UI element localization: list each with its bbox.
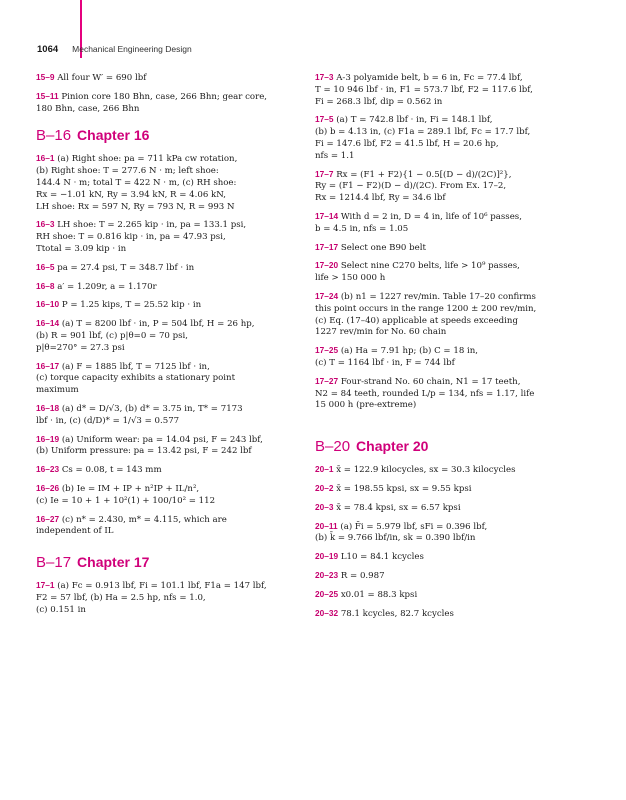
section-code: B–20 <box>315 438 351 456</box>
answer-label: 17–27 <box>315 375 339 386</box>
answer-label: 17–24 <box>315 290 339 301</box>
answer-item <box>36 318 306 354</box>
answer-label: 15–11 <box>36 90 59 101</box>
answer-text: With d = 2 in, D = 4 in, life of 10⁶ passes, b = 4.5 in, nfs = 1.05 <box>315 211 522 234</box>
page-header <box>37 44 192 55</box>
answer-label: 17–17 <box>315 241 339 252</box>
answer-text: Select one B90 belt <box>340 242 426 253</box>
answer-text: Pinion core 180 Bhn, case, 266 Bhn; gear core, 180 Bhn, case, 266 Bhn <box>36 91 268 114</box>
answer-label: 15–9 <box>36 72 55 82</box>
answer-item <box>36 464 306 477</box>
answer-label: 20–2 <box>315 482 334 493</box>
answer-label: 17–7 <box>315 168 334 179</box>
answer-item <box>36 91 306 116</box>
answer-text: Rx = (F1 + F2){1 − 0.5[(D − d)/(2C)]²}, Ry = (F1 − F2)(D − d)/(2C). From Ex. 17–2, Rx = 1214.4 lbf, Ry = 34.6 lbf <box>315 169 512 204</box>
answer-item <box>315 551 585 564</box>
answer-item <box>315 114 585 162</box>
answer-text: A-3 polyamide belt, b = 6 in, Fc = 77.4 lbf, T = 10 946 lbf · in, F1 = 573.7 lbf, F2 = 117.6 lbf, Fi = 268.3 lbf, dip = 0.562 in <box>315 73 533 107</box>
answer-item <box>36 403 306 428</box>
answer-text: x̄ = 198.55 kpsi, sx = 9.55 kpsi <box>336 483 472 494</box>
answer-item <box>315 260 585 285</box>
answer-text: P = 1.25 kips, T = 25.52 kip · in <box>61 300 202 311</box>
answer-item <box>315 211 585 236</box>
answer-label: 20–19 <box>315 551 339 562</box>
answer-text: (b) Ie = IM + IP + n²IP + IL/n², (c) Ie = 10 + 1 + 10²(1) + 100/10² = 112 <box>36 483 216 506</box>
answer-text: 78.1 kcycles, 82.7 kcycles <box>340 608 454 619</box>
answer-item <box>36 434 306 459</box>
answer-item <box>36 361 306 397</box>
answer-item <box>36 153 306 213</box>
answer-label: 16–17 <box>36 360 60 371</box>
answer-item <box>315 502 585 515</box>
answer-item <box>36 483 306 508</box>
answer-text: (a) Fc = 0.913 lbf, Fi = 101.1 lbf, F1a = 147 lbf, F2 = 57 lbf, (b) Ha = 2.5 hp, nfs = 1.0, (c) 0.151 in <box>36 581 267 615</box>
answer-item <box>36 580 306 616</box>
right-column <box>315 72 585 626</box>
answer-label: 20–25 <box>315 588 339 599</box>
answer-text: (a) T = 8200 lbf · in, P = 504 lbf, H = 26 hp, (b) R = 901 lbf, (c) p|θ=0 = 70 psi, p|θ=270° = 27.3 psi <box>36 319 255 353</box>
answer-label: 17–3 <box>315 72 334 82</box>
answer-label: 16–1 <box>36 153 55 164</box>
section-heading-chapter-20 <box>315 438 585 456</box>
answer-item <box>315 464 585 477</box>
answer-text: x̄ = 78.4 kpsi, sx = 6.57 kpsi <box>336 502 461 513</box>
answer-text: (a) T = 742.8 lbf · in, Fi = 148.1 lbf, (b) b = 4.13 in, (c) F1a = 289.1 lbf, Fc = 17.7 lbf, Fi = 147.6 lbf, F2 = 41.5 lbf, H = 20.6 hp, nfs = 1.1 <box>315 115 531 161</box>
book-title: Mechanical Engineering Design <box>72 44 192 54</box>
answer-text: LH shoe: T = 2.265 kip · in, pa = 133.1 psi, RH shoe: T = 0.816 kip · in, pa = 47.93 psi, Ttotal = 3.09 kip · in <box>36 220 247 254</box>
answer-text: pa = 27.4 psi, T = 348.7 lbf · in <box>57 262 195 273</box>
answer-label: 16–5 <box>36 261 55 272</box>
answer-text: (a) F = 1885 lbf, T = 7125 lbf · in, (c) torque capacity exhibits a stationary point maximum <box>36 361 236 396</box>
answer-item <box>315 608 585 621</box>
answer-text: Four-strand No. 60 chain, N1 = 17 teeth, N2 = 84 teeth, rounded L/p = 134, nfs = 1.17, life 15 000 h (pre-extreme) <box>315 376 535 411</box>
answer-label: 16–14 <box>36 318 60 329</box>
answer-label: 17–14 <box>315 210 339 221</box>
answer-item <box>36 514 306 539</box>
answer-label: 17–5 <box>315 114 334 125</box>
answer-text: Cs = 0.08, t = 143 mm <box>61 465 162 476</box>
answer-item <box>315 345 585 370</box>
answer-item <box>315 242 585 255</box>
answer-label: 16–10 <box>36 299 60 310</box>
answer-text: L10 = 84.1 kcycles <box>340 552 424 563</box>
section-title: Chapter 20 <box>356 438 429 455</box>
page-number: 1064 <box>37 44 59 55</box>
answer-item <box>315 589 585 602</box>
answer-text: (a) Ha = 7.91 hp; (b) C = 18 in, (c) T = 1164 lbf · in, F = 744 lbf <box>315 346 479 368</box>
answer-text: (a) Uniform wear: pa = 14.04 psi, F = 243 lbf, (b) Uniform pressure: pa = 13.42 psi, F = 242 lbf <box>36 434 263 457</box>
answer-label: 17–1 <box>36 580 55 591</box>
answer-label: 16–18 <box>36 402 60 413</box>
answer-item <box>315 483 585 496</box>
answer-label: 20–32 <box>315 607 339 618</box>
answer-text: (a) Right shoe: pa = 711 kPa cw rotation, (b) Right shoe: T = 277.6 N · m; left shoe: 144.4 N · m; total T = 422 N · m, (c) RH shoe: Rx = −1.01 kN, Ry = 3.94 kN, R = 4.06 kN, LH shoe: Rx = 597 N, Ry = 793 N, R = 993 N <box>36 154 238 212</box>
answer-label: 20–11 <box>315 520 338 531</box>
answer-item <box>315 376 585 412</box>
answer-label: 16–27 <box>36 513 60 524</box>
answer-text: R = 0.987 <box>340 570 385 581</box>
section-title: Chapter 17 <box>77 554 150 571</box>
answer-item <box>315 72 585 108</box>
section-title: Chapter 16 <box>77 127 150 144</box>
answer-text: (b) n1 = 1227 rev/min. Table 17–20 confirms this point occurs in the range 1200 ± 200 rev/min, (c) Eq. (17–40) applicable at speeds exceeding 1227 rev/min for No. 60 chain <box>315 291 537 338</box>
answer-item <box>36 219 306 255</box>
answer-label: 16–26 <box>36 482 60 493</box>
answer-item <box>315 291 585 339</box>
answer-text: (c) n* = 2.430, m* = 4.115, which are independent of IL <box>36 514 227 537</box>
answer-item <box>315 169 585 205</box>
answer-label: 16–19 <box>36 433 60 444</box>
answer-text: x0.01 = 88.3 kpsi <box>340 589 418 600</box>
answer-item <box>315 521 585 546</box>
answer-label: 20–23 <box>315 569 339 580</box>
answer-label: 16–3 <box>36 219 55 230</box>
section-code: B–16 <box>36 127 72 145</box>
answer-text: x̄ = 122.9 kilocycles, sx = 30.3 kilocycles <box>336 465 516 476</box>
answer-label: 17–25 <box>315 345 339 356</box>
answer-text: (a) d* = D/√3, (b) d* = 3.75 in, T* = 7173 lbf · in, (c) (d/D)* = 1/√3 = 0.577 <box>36 403 243 426</box>
section-heading-chapter-16 <box>36 127 306 145</box>
answer-text: a′ = 1.209r, a = 1.170r <box>57 281 157 292</box>
answer-item <box>36 299 306 312</box>
section-heading-chapter-17 <box>36 554 306 572</box>
answer-item <box>36 72 306 85</box>
answer-label: 17–20 <box>315 260 339 271</box>
answer-item <box>315 570 585 583</box>
answer-text: Select nine C270 belts, life > 10⁹ passes, life > 150 000 h <box>315 261 520 284</box>
answer-text: (a) F̄i = 5.979 lbf, sFi = 0.396 lbf, (b) k̄ = 9.766 lbf/in, sk = 0.390 lbf/in <box>315 521 488 544</box>
left-column <box>36 72 306 623</box>
answer-label: 16–23 <box>36 464 60 475</box>
section-code: B–17 <box>36 554 72 572</box>
answer-item <box>36 281 306 294</box>
answer-text: All four W′ = 690 lbf <box>57 73 147 83</box>
answer-label: 20–1 <box>315 464 334 475</box>
answer-label: 16–8 <box>36 280 55 291</box>
answer-item <box>36 262 306 275</box>
answer-label: 20–3 <box>315 501 334 512</box>
